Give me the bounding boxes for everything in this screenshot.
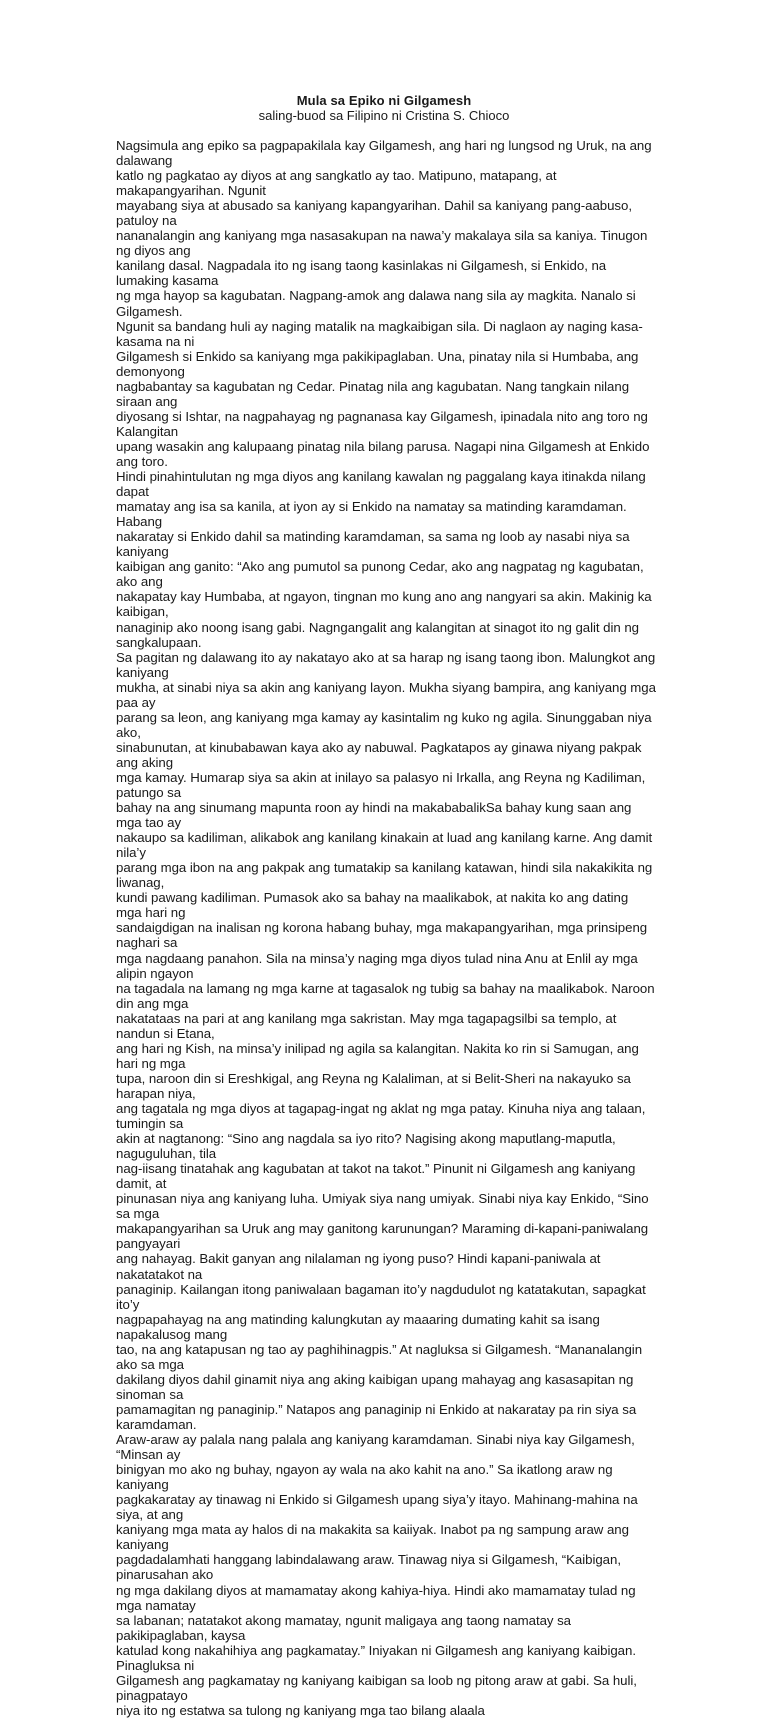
document-title: Mula sa Epiko ni Gilgamesh [296, 93, 472, 108]
document-subtitle: saling-buod sa Filipino ni Cristina S. Chioco [258, 108, 510, 123]
document-body: Nagsimula ang epiko sa pagpapakilala kay Gilgamesh, ang hari ng lungsod ng Uruk, na ang dalawang katlo ng pagkatao ay diyos at ang sangkatlo ay tao. Matipuno, matapang, at makapangyarihan. Ngunit mayabang siya at abusado sa kaniyang kapangyarihan. Dahil sa kaniyang pang-aabuso, patuloy na nananalangin ang kaniyang mga nasasakupan na nawa’y makalaya sila sa kaniya. Tinugon ng diyos ang kanilang dasal. Nagpadala ito ng isang taong kasinlakas ni Gilgamesh, si Enkido, na lumaking kasama ng mga hayop sa kagubatan. Nagpang-amok ang dalawa nang sila ay magkita. Nanalo si Gilgamesh. Ngunit sa bandang huli ay naging matalik na magkaibigan sila. Di naglaon ay naging kasa-kasama na ni Gilgamesh si Enkido sa kaniyang mga pakikipaglaban. Una, pinatay nila si Humbaba, ang demonyong nagbabantay sa kagubatan ng Cedar. Pinatag nila ang kagubatan. Nang tangkain nilang siraan ang diyosang si Ishtar, na nagpahayag ng pagnanasa kay Gilgamesh, ipinadala nito ang toro ng Kalangitan upang wasakin ang kalupaang pinatag nila bilang parusa. Nagapi nina Gilgamesh at Enkido ang toro. Hindi pinahintulutan ng mga diyos ang kanilang kawalan ng paggalang kaya itinakda nilang dapat mamatay ang isa sa kanila, at iyon ay si Enkido na namatay sa matinding karamdaman. Habang nakaratay si Enkido dahil sa matinding karamdaman, sa sama ng loob ay nasabi niya sa kaniyang kaibigan ang ganito: “Ako ang pumutol sa punong Cedar, ako ang nagpatag ng kagubatan, ako ang nakapatay kay Humbaba, at ngayon, tingnan mo kung ano ang nangyari sa akin. Makinig ka kaibigan, nanaginip ako noong isang gabi. Nagngangalit ang kalangitan at sinagot ito ng galit din ng sangkalupaan. Sa pagitan ng dalawang ito ay nakatayo ako at sa harap ng isang taong ibon. Malungkot ang kaniyang mukha, at sinabi niya sa akin ang kaniyang layon. Mukha siyang bampira, ang kaniyang mga paa ay parang sa leon, ang kaniyang mga kamay ay kasintalim ng kuko ng agila. Sinunggaban niya ako, sinabunutan, at kinubabawan kaya ako ay nabuwal. Pagkatapos ay ginawa niyang pakpak ang aking mga kamay. Humarap siya sa akin at inilayo sa palasyo ni Irkalla, ang Reyna ng Kadiliman, patungo sa bahay na ang sinumang mapunta roon ay hindi na makababalikSa bahay kung saan ang mga tao ay nakaupo sa kadiliman, alikabok ang kanilang kinakain at luad ang kanilang karne. Ang damit nila’y parang mga ibon na ang pakpak ang tumatakip sa kanilang katawan, hindi sila nakakikita ng liwanag, kundi pawang kadiliman. Pumasok ako sa bahay na maalikabok, at nakita ko ang dating mga hari ng sandaigdigan na inalisan ng korona habang buhay, mga makapangyarihan, mga prinsipeng naghari sa mga nagdaang panahon. Sila na minsa’y naging mga diyos tulad nina Anu at Enlil ay mga alipin ngayon na tagadala na lamang ng mga karne at tagasalok ng tubig sa bahay na maalikabok. Naroon din ang mga nakatataas na pari at ang kanilang mga sakristan. May mga tagapagsilbi sa templo, at nandun si Etana, ang hari ng Kish, na minsa’y inilipad ng agila sa kalangitan. Nakita ko rin si Samugan, ang hari ng mga tupa, naroon din si Ereshkigal, ang Reyna ng Kalaliman, at si Belit-Sheri na nakayuko sa harapan niya, ang tagatala ng mga diyos at tagapag-ingat ng aklat ng mga patay. Kinuha niya ang talaan, tumingin sa akin at nagtanong: “Sino ang nagdala sa iyo rito? Nagising akong maputlang-maputla, naguguluhan, tila nag-iisang tinatahak ang kagubatan at takot na takot.” Pinunit ni Gilgamesh ang kaniyang damit, at pinunasan niya ang kaniyang luha. Umiyak siya nang umiyak. Sinabi niya kay Enkido, “Sino sa mga makapangyarihan sa Uruk ang may ganitong karunungan? Maraming di-kapani-paniwalang pangyayari ang nahayag. Bakit ganyan ang nilalaman ng iyong puso? Hindi kapani-paniwala at nakatatakot na panaginip. Kailangan itong paniwalaan bagaman ito’y nagdudulot ng katatakutan, sapagkat ito’y nagpapahayag na ang matinding kalungkutan ay maaaring dumating kahit sa isang napakalusog mang tao, na ang katapusan ng tao ay paghihinagpis.” At nagluksa si Gilgamesh. “Mananalangin ako sa mga dakilang diyos dahil ginamit niya ang aking kaibigan upang mahayag ang kasasapitan ng sinoman sa pamamagitan ng panaginip.” Natapos ang panaginip ni Enkido at nakaratay pa rin siya sa karamdaman. Araw-araw ay palala nang palala ang kaniyang karamdaman. Sinabi niya kay Gilgamesh, “Minsan ay binigyan mo ako ng buhay, ngayon ay wala na ako kahit na ano.” Sa ikatlong araw ng kaniyang pagkakaratay ay tinawag ni Enkido si Gilgamesh upang siya’y itayo. Mahinang-mahina na siya, at ang kaniyang mga mata ay halos di na makakita sa kaiiyak. Inabot pa ng sampung araw ang kaniyang pagdadalamhati hanggang labindalawang araw. Tinawag niya si Gilgamesh, “Kaibigan, pinarusahan ako ng mga dakilang diyos at mamamatay akong kahiya-hiya. Hindi ako mamamatay tulad ng mga namatay sa labanan; natatakot akong mamatay, ngunit maligaya ang taong namatay sa pakikipaglaban, kaysa katulad kong nakahihiya ang pagkamatay.” Iniyakan ni Gilgamesh ang kaniyang kaibigan. Pinagluksa ni Gilgamesh ang pagkamatay ng kaniyang kaibigan sa loob ng pitong araw at gabi. Sa huli, pinagpatayo niya ito ng estatwa sa tulong ng kaniyang mga tao bilang alaala [116, 138, 656, 1718]
